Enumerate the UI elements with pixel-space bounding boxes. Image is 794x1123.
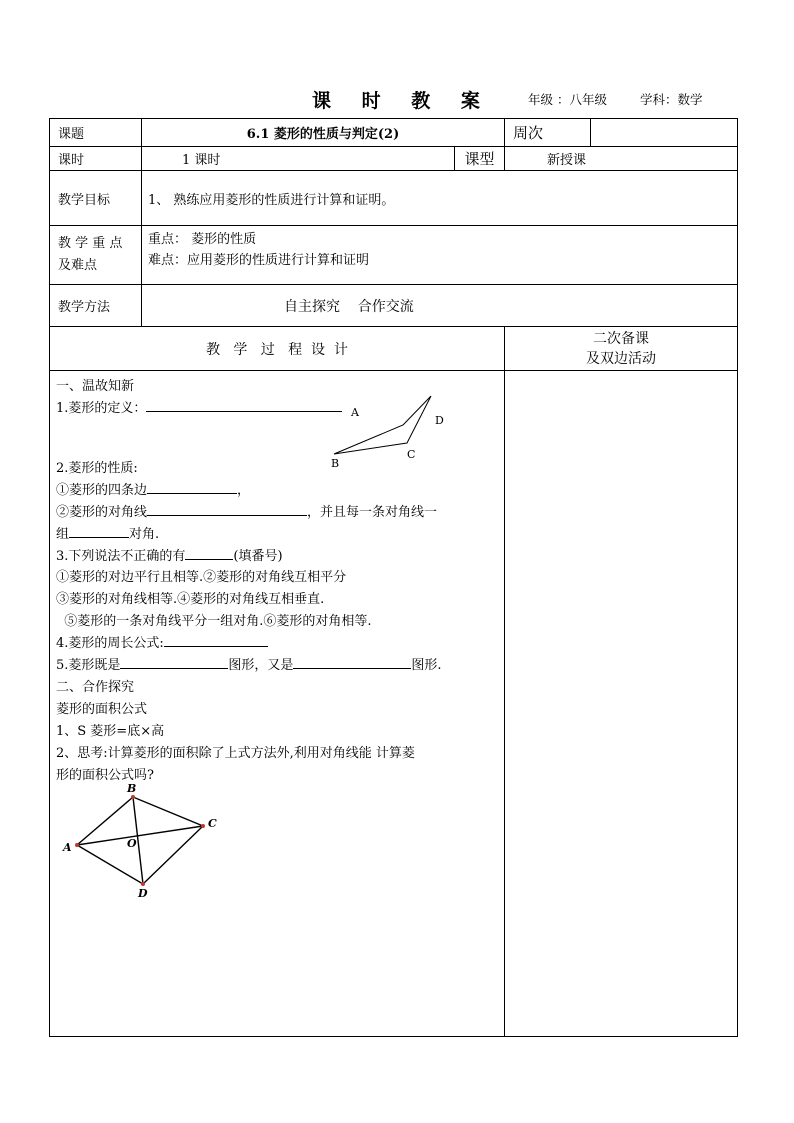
question-2a	[56, 479, 250, 498]
subject-label: 学科：数学	[640, 92, 703, 107]
fig1-label-c: C	[407, 448, 416, 461]
blank-3	[185, 548, 233, 560]
side-notes-header-line1: 二次备课	[593, 330, 650, 347]
option-line-2: ③菱形的对角线相等.④菱形的对角线互相垂直.	[56, 592, 325, 607]
question-3	[56, 545, 283, 564]
area-point-2-line1: 2、思考:计算菱形的面积除了上式方法外,利用对角线能 计算菱	[56, 746, 415, 761]
question-3-text: 3.下列说法不正确的有	[56, 549, 186, 564]
question-2b-text: ②菱形的对角线	[56, 505, 148, 520]
objective-text: 1、 熟练应用菱形的性质进行计算和证明。	[142, 171, 738, 226]
section-2-heading: 二、合作探究	[56, 680, 135, 695]
blank-5a	[120, 657, 228, 669]
question-2b	[56, 501, 437, 520]
question-1-text: 1.菱形的定义：	[56, 401, 147, 416]
point-c	[201, 824, 205, 828]
fig1-label-a: A	[351, 406, 359, 419]
keypoints-content	[142, 226, 738, 285]
area-point-1: 1、S 菱形=底×高	[56, 724, 165, 739]
area-formula-title: 菱形的面积公式	[56, 702, 148, 717]
question-5-end: 图形.	[411, 658, 442, 673]
section-1-heading: 一、温故知新	[56, 379, 135, 394]
process-content	[50, 371, 505, 1037]
question-5	[56, 654, 442, 673]
question-5-mid: 图形，又是	[228, 658, 294, 673]
lesson-type-label: 课型	[455, 147, 505, 171]
week-label: 周次	[505, 119, 591, 147]
question-2a-end: ，	[237, 483, 251, 498]
area-point-2-line2: 形的面积公式吗?	[56, 768, 154, 783]
question-2c	[56, 523, 159, 542]
question-4-text: 4.菱形的周长公式:	[56, 636, 164, 651]
side-notes-header	[505, 327, 738, 371]
blank-5b	[293, 657, 411, 669]
blank-2a	[147, 482, 237, 494]
method-label: 教学方法	[50, 285, 142, 327]
rhombus-figure-1	[310, 391, 450, 501]
keypoints-label-line2: 及难点	[58, 258, 98, 273]
question-3-end: (填番号)	[233, 549, 283, 564]
fig2-label-d: D	[138, 887, 148, 900]
period-label: 课时	[50, 147, 142, 171]
objective-label: 教学目标	[50, 171, 142, 226]
topic-label: 课题	[50, 119, 142, 147]
topic-value: 6.1 菱形的性质与判定(2)	[142, 119, 505, 147]
fig1-label-d: D	[435, 414, 444, 427]
question-2: 2.菱形的性质:	[56, 461, 138, 476]
fig2-label-b: B	[127, 782, 137, 795]
point-a	[75, 843, 79, 847]
difficulty-text: 难点：应用菱形的性质进行计算和证明	[148, 253, 370, 268]
blank-4	[164, 635, 268, 647]
design-header: 教 学 过 程 设 计	[50, 327, 505, 371]
page-header	[0, 86, 794, 110]
grade-label: 年级 ：八年级	[528, 92, 607, 107]
point-d	[141, 882, 145, 886]
period-value: 1 课时	[142, 147, 455, 171]
point-b	[131, 795, 135, 799]
rhombus-outline	[334, 396, 431, 454]
key-point-text: 重点： 菱形的性质	[148, 232, 257, 247]
rhombus-figure-2	[54, 781, 234, 911]
question-1	[56, 397, 342, 416]
lesson-plan-table	[49, 118, 738, 1037]
fig2-label-c: C	[208, 817, 217, 830]
fig2-label-a: A	[63, 841, 72, 854]
keypoints-label-line1: 教 学 重 点	[58, 236, 123, 251]
question-2c-start: 组	[56, 527, 70, 542]
option-line-3: ⑤菱形的一条对角线平分一组对角.⑥菱形的对角相等.	[56, 614, 372, 629]
option-line-1: ①菱形的对边平行且相等.②菱形的对角线互相平分	[56, 570, 347, 585]
fig2-label-o: O	[127, 837, 137, 850]
fig1-label-b: B	[331, 457, 340, 470]
page-title: 课 时 教 案	[312, 90, 492, 112]
blank-2b	[147, 504, 307, 516]
question-5-text: 5.菱形既是	[56, 658, 121, 673]
side-notes-header-line2: 及双边活动	[586, 350, 657, 367]
week-value	[591, 119, 738, 147]
keypoints-label	[50, 226, 142, 285]
side-notes-content	[505, 371, 738, 1037]
lesson-type-value: 新授课	[505, 147, 738, 171]
question-2a-text: ①菱形的四条边	[56, 483, 148, 498]
question-4	[56, 632, 268, 651]
rhombus-abcd	[77, 797, 203, 884]
blank-2c	[69, 526, 129, 538]
question-2b-end: ，并且每一条对角线一	[307, 505, 438, 520]
method-text: 自主探究 合作交流	[142, 285, 738, 327]
question-2c-end: 对角.	[129, 527, 160, 542]
